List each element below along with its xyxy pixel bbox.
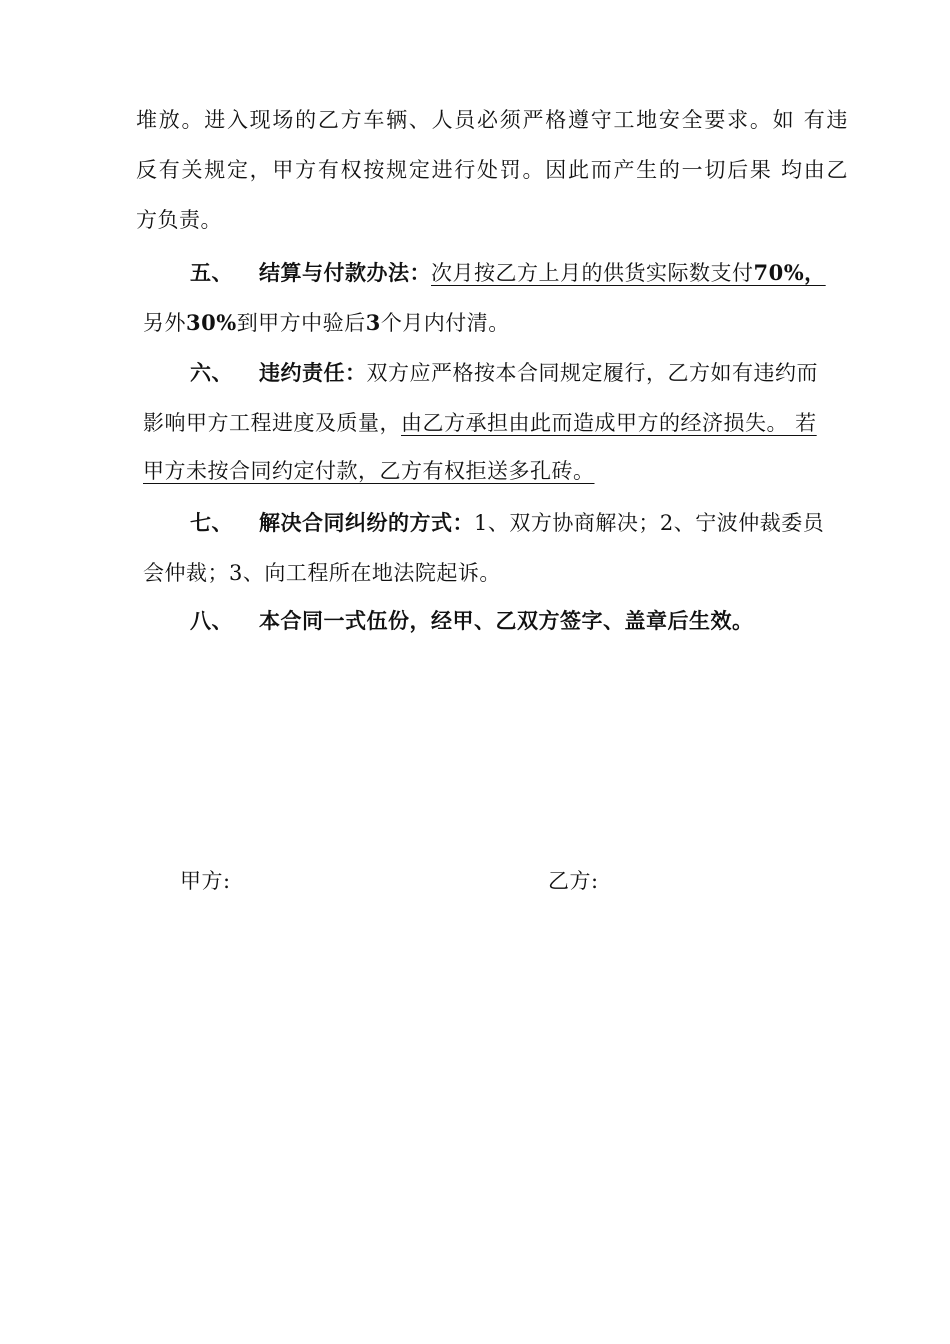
- section-5-line-1: [190, 258, 848, 288]
- section-5-percent-30: 30%: [186, 310, 237, 335]
- section-7-line-2: 会仲裁；3、向工程所在地法院起诉。: [143, 561, 501, 585]
- section-6-number: 六、: [190, 360, 233, 385]
- section-6-line-1: 六、 违约责任：双方应严格按本合同规定履行，乙方如有违约而: [190, 360, 818, 385]
- section-6-underlined-text-2: 甲方未按合同约定付款，乙方有权拒送多孔砖。: [143, 459, 595, 483]
- section-6-line-2: 影响甲方工程进度及质量，由乙方承担由此而造成甲方的经济损失。 若: [143, 411, 817, 435]
- section-5-percent-70: 70%，: [753, 260, 826, 285]
- section-6-line-3: [143, 456, 595, 486]
- section-5-number: 五、: [190, 260, 233, 285]
- section-5-months: 3: [365, 310, 381, 335]
- section-7-number: 七、: [190, 510, 233, 535]
- para-4-line-2: 反有关规定，甲方有权按规定进行处罚。因此而产生的一切后果 均由乙: [136, 158, 848, 182]
- section-7-line-1: 七、 解决合同纠纷的方式：1、双方协商解决；2、宁波仲裁委员: [190, 510, 825, 535]
- section-5-line-2: 另外30%到甲方中验后3个月内付清。: [143, 310, 510, 335]
- section-6-title: 违约责任：: [259, 360, 367, 385]
- party-a-signature-label: 甲方:: [180, 869, 231, 893]
- section-5-underlined-text: 次月按乙方上月的供货实际数支付: [431, 261, 754, 285]
- section-6-underlined-text-1: 由乙方承担由此而造成甲方的经济损失。 若: [401, 411, 817, 435]
- para-4-line-1: 堆放。进入现场的乙方车辆、人员必须严格遵守工地安全要求。如 有违: [136, 108, 848, 132]
- section-5-title: 结算与付款办法：: [259, 260, 431, 285]
- para-4-line-3: 方负责。: [136, 208, 222, 232]
- section-7-title: 解决合同纠纷的方式：: [259, 510, 474, 535]
- section-8-line: [190, 606, 754, 636]
- section-8-number: 八、: [190, 608, 233, 633]
- party-b-signature-label: 乙方:: [548, 869, 599, 893]
- section-8-text: 本合同一式伍份，经甲、乙双方签字、盖章后生效。: [259, 608, 754, 633]
